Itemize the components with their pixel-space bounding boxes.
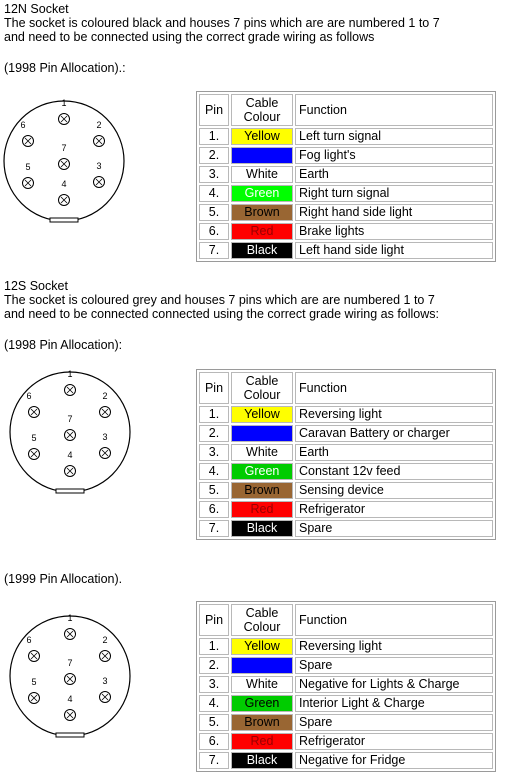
table-row xyxy=(199,147,493,164)
function-cell: Spare xyxy=(295,657,493,674)
cable-colour-cell: Brown xyxy=(231,204,293,221)
pin-number-cell: 2. xyxy=(199,425,229,442)
cable-colour-cell: Black xyxy=(231,752,293,769)
table-row xyxy=(199,695,493,712)
function-cell: Spare xyxy=(295,520,493,537)
table-header-row xyxy=(199,94,493,126)
cable-colour-cell: Red xyxy=(231,733,293,750)
section-title-12s: 12S Socket xyxy=(4,279,68,293)
pin-label: 7 xyxy=(67,658,73,668)
cable-colour-cell: Brown xyxy=(231,482,293,499)
pin-number-cell: 2. xyxy=(199,147,229,164)
table-row xyxy=(199,733,493,750)
header-cable-colour: Cable Colour xyxy=(231,604,293,636)
pin-number-cell: 6. xyxy=(199,501,229,518)
cable-colour-cell: Yellow xyxy=(231,406,293,423)
table-row xyxy=(199,223,493,240)
cable-colour-cell: Blue xyxy=(231,147,293,164)
function-cell: Caravan Battery or charger xyxy=(295,425,493,442)
pin-number-cell: 3. xyxy=(199,444,229,461)
function-cell: Earth xyxy=(295,166,493,183)
allocation-label: (1999 Pin Allocation). xyxy=(4,572,123,586)
header-function: Function xyxy=(295,372,493,404)
cable-colour-cell: White xyxy=(231,166,293,183)
table-row xyxy=(199,752,493,769)
function-cell: Refrigerator xyxy=(295,501,493,518)
function-cell: Refrigerator xyxy=(295,733,493,750)
function-cell: Fog light's xyxy=(295,147,493,164)
allocation-label: (1998 Pin Allocation): xyxy=(4,338,123,352)
cable-colour-cell: White xyxy=(231,444,293,461)
pin-number-cell: 3. xyxy=(199,676,229,693)
header-function: Function xyxy=(295,94,493,126)
socket-face xyxy=(6,612,136,742)
pin-number-cell: 3. xyxy=(199,166,229,183)
cable-colour-cell: Green xyxy=(231,463,293,480)
pin-label: 3 xyxy=(102,432,108,442)
function-cell: Sensing device xyxy=(295,482,493,499)
socket-diagram-12s-1998 xyxy=(6,368,136,498)
pin-number-cell: 4. xyxy=(199,695,229,712)
pin-number-cell: 4. xyxy=(199,185,229,202)
pin-label: 6 xyxy=(26,635,32,645)
cable-colour-cell: Red xyxy=(231,223,293,240)
section-desc-line1: The socket is coloured black and houses 7 pins which are are numbered 1 to 7 xyxy=(4,16,440,30)
function-cell: Spare xyxy=(295,714,493,731)
pin-table-12s-1999 xyxy=(196,601,496,772)
table-row xyxy=(199,676,493,693)
cable-colour-cell: Green xyxy=(231,695,293,712)
table-row xyxy=(199,714,493,731)
table-row xyxy=(199,520,493,537)
cable-colour-cell: Brown xyxy=(231,714,293,731)
table-row xyxy=(199,638,493,655)
table-row xyxy=(199,444,493,461)
pin-label: 5 xyxy=(31,677,37,687)
pin-number-cell: 7. xyxy=(199,242,229,259)
header-function: Function xyxy=(295,604,493,636)
cable-colour-cell: Blue xyxy=(231,425,293,442)
pin-number-cell: 1. xyxy=(199,128,229,145)
pin-label: 5 xyxy=(31,433,37,443)
table-row xyxy=(199,185,493,202)
function-cell: Negative for Lights & Charge xyxy=(295,676,493,693)
pin-number-cell: 4. xyxy=(199,463,229,480)
pin-number-cell: 7. xyxy=(199,520,229,537)
header-pin: Pin xyxy=(199,94,229,126)
table-row xyxy=(199,425,493,442)
socket-face xyxy=(6,368,136,498)
cable-colour-cell: Blue xyxy=(231,657,293,674)
table-row xyxy=(199,657,493,674)
pin-label: 1 xyxy=(67,369,73,379)
pin-label: 2 xyxy=(96,120,102,130)
pin-number-cell: 6. xyxy=(199,733,229,750)
pin-label: 6 xyxy=(20,120,26,130)
cable-colour-cell: Red xyxy=(231,501,293,518)
table-row xyxy=(199,204,493,221)
cable-colour-cell: Yellow xyxy=(231,638,293,655)
function-cell: Interior Light & Charge xyxy=(295,695,493,712)
table-row xyxy=(199,406,493,423)
pin-number-cell: 2. xyxy=(199,657,229,674)
function-cell: Right hand side light xyxy=(295,204,493,221)
section-title-12n: 12N Socket xyxy=(4,2,69,16)
pin-label: 2 xyxy=(102,391,108,401)
function-cell: Reversing light xyxy=(295,406,493,423)
pin-number-cell: 5. xyxy=(199,482,229,499)
pin-label: 4 xyxy=(67,450,73,460)
section-desc-line2: and need to be connected connected using the correct grade wiring as follows: xyxy=(4,307,439,321)
pin-label: 4 xyxy=(61,179,67,189)
section-desc-line2: and need to be connected using the correct grade wiring as follows xyxy=(4,30,375,44)
pin-number-cell: 1. xyxy=(199,406,229,423)
table-row xyxy=(199,242,493,259)
cable-colour-cell: Green xyxy=(231,185,293,202)
pin-table-12s-1998 xyxy=(196,369,496,540)
pin-label: 7 xyxy=(67,414,73,424)
function-cell: Reversing light xyxy=(295,638,493,655)
pin-label: 1 xyxy=(67,613,73,623)
function-cell: Left hand side light xyxy=(295,242,493,259)
table-row xyxy=(199,482,493,499)
pin-label: 7 xyxy=(61,143,67,153)
pin-number-cell: 7. xyxy=(199,752,229,769)
function-cell: Constant 12v feed xyxy=(295,463,493,480)
pin-label: 1 xyxy=(61,98,67,108)
table-header-row xyxy=(199,604,493,636)
pin-number-cell: 6. xyxy=(199,223,229,240)
socket-diagram-12n xyxy=(0,97,130,227)
pin-number-cell: 5. xyxy=(199,714,229,731)
table-row xyxy=(199,463,493,480)
table-row xyxy=(199,501,493,518)
pin-label: 6 xyxy=(26,391,32,401)
section-desc-line1: The socket is coloured grey and houses 7 pins which are are numbered 1 to 7 xyxy=(4,293,435,307)
function-cell: Brake lights xyxy=(295,223,493,240)
function-cell: Left turn signal xyxy=(295,128,493,145)
pin-table-12n xyxy=(196,91,496,262)
pin-label: 2 xyxy=(102,635,108,645)
table-row xyxy=(199,166,493,183)
table-header-row xyxy=(199,372,493,404)
cable-colour-cell: White xyxy=(231,676,293,693)
function-cell: Negative for Fridge xyxy=(295,752,493,769)
header-cable-colour: Cable Colour xyxy=(231,372,293,404)
header-pin: Pin xyxy=(199,604,229,636)
pin-number-cell: 5. xyxy=(199,204,229,221)
socket-face xyxy=(0,97,130,227)
socket-diagram-12s-1999 xyxy=(6,612,136,742)
table-row xyxy=(199,128,493,145)
allocation-label: (1998 Pin Allocation).: xyxy=(4,61,126,75)
cable-colour-cell: Black xyxy=(231,520,293,537)
pin-label: 4 xyxy=(67,694,73,704)
pin-label: 3 xyxy=(96,161,102,171)
header-cable-colour: Cable Colour xyxy=(231,94,293,126)
function-cell: Right turn signal xyxy=(295,185,493,202)
header-pin: Pin xyxy=(199,372,229,404)
cable-colour-cell: Black xyxy=(231,242,293,259)
function-cell: Earth xyxy=(295,444,493,461)
pin-label: 3 xyxy=(102,676,108,686)
pin-number-cell: 1. xyxy=(199,638,229,655)
pin-label: 5 xyxy=(25,162,31,172)
cable-colour-cell: Yellow xyxy=(231,128,293,145)
